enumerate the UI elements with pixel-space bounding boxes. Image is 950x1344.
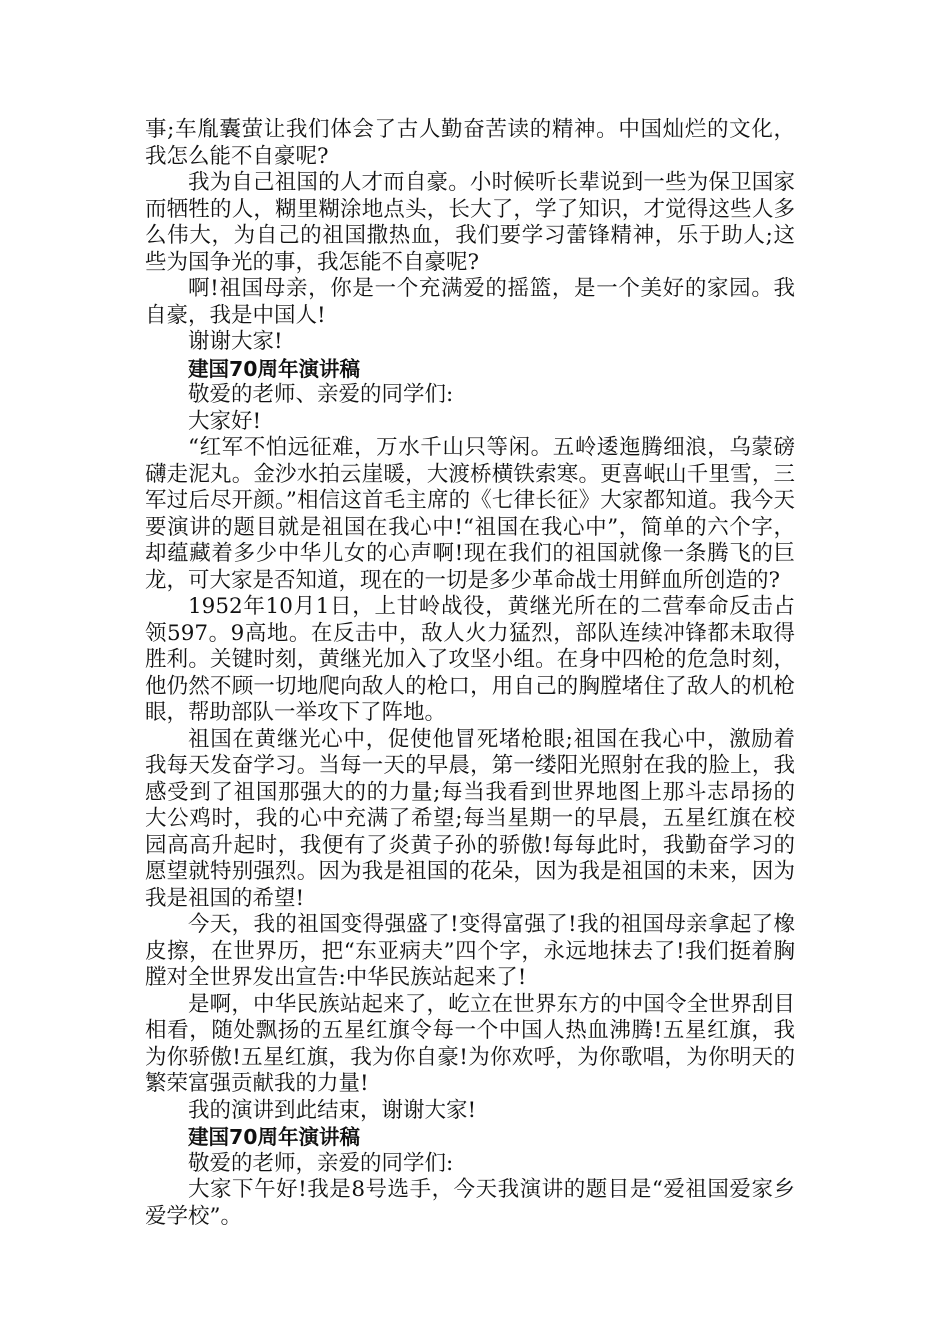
paragraph: “红军不怕远征难，万水千山只等闲。五岭逶迤腾细浪，乌蒙磅礴走泥丸。金沙水拍云崖暖，大渡桥横铁索寒。更喜岷山千里雪，三军过后尽开颜。”相信这首毛主席的《七律长征》大家都知道。我今天要演讲的题目就是祖国在我心中!“祖国在我心中”，简单的六个字，却蕴藏着多少中华儿女的心声啊!现在我们的祖国就像一条腾飞的巨龙，可大家是否知道，现在的一切是多少革命战士用鲜血所创造的? (145, 435, 795, 593)
paragraph: 是啊，中华民族站起来了，屹立在世界东方的中国令全世界刮目相看，随处飘扬的五星红旗令每一个中国人热血沸腾!五星红旗，我为你骄傲!五星红旗，我为你自豪!为你欢呼，为你歌唱，为你明天的繁荣富强贡献我的力量! (145, 991, 795, 1096)
paragraph: 今天，我的祖国变得强盛了!变得富强了!我的祖国母亲拿起了橡皮擦，在世界历，把“东亚病夫”四个字，永远地抹去了!我们挺着胸膛对全世界发出宣告:中华民族站起来了! (145, 912, 795, 990)
paragraph: 谢谢大家! (188, 329, 283, 354)
paragraph: 大家下午好!我是8号选手，今天我演讲的题目是“爱祖国爱家乡爱学校”。 (145, 1177, 795, 1229)
document-page (145, 117, 795, 1230)
paragraph: 我的演讲到此结束，谢谢大家! (188, 1097, 477, 1123)
salutation: 敬爱的老师，亲爱的同学们: (188, 1150, 454, 1176)
greeting: 大家好! (188, 408, 262, 434)
paragraph: 我为自己祖国的人才而自豪。小时候听长辈说到一些为保卫国家而牺牲的人，糊里糊涂地点头，长大了，学了知识，才觉得这些人多么伟大，为自己的祖国撒热血，我们要学习蕾锋精神，乐于助人;这些为国争光的事，我怎能不自豪呢? (145, 170, 795, 275)
paragraph: 事;车胤囊萤让我们体会了古人勤奋苦读的精神。中国灿烂的文化，我怎么能不自豪呢? (145, 117, 795, 169)
paragraph: 啊!祖国母亲，你是一个充满爱的摇篮，是一个美好的家园。我自豪，我是中国人! (145, 276, 795, 328)
section-heading: 建国70周年演讲稿 (188, 1125, 361, 1149)
section-heading: 建国70周年演讲稿 (188, 356, 361, 381)
paragraph: 1952年10月1日，上甘岭战役，黄继光所在的二营奉命反击占领597。9高地。在反击中，敌人火力猛烈，部队连续冲锋都未取得胜利。关键时刻，黄继光加入了攻坚小组。在身中四枪的危急时刻，他仍然不顾一切地爬向敌人的枪口，用自己的胸膛堵住了敌人的机枪眼，帮助部队一举攻下了阵地。 (145, 594, 795, 725)
paragraph: 祖国在黄继光心中，促使他冒死堵枪眼;祖国在我心中，激励着我每天发奋学习。当每一天的早晨，第一缕阳光照射在我的脸上，我感受到了祖国那强大的的力量;每当我看到世界地图上那斗志昂扬的大公鸡时，我的心中充满了希望;每当星期一的早晨，五星红旗在校园高高升起时，我便有了炎黄子孙的骄傲!每每此时，我勤奋学习的愿望就特别强烈。因为我是祖国的花朵，因为我是祖国的未来，因为我是祖国的希望! (145, 726, 795, 911)
salutation: 敬爱的老师、亲爱的同学们: (188, 382, 454, 407)
